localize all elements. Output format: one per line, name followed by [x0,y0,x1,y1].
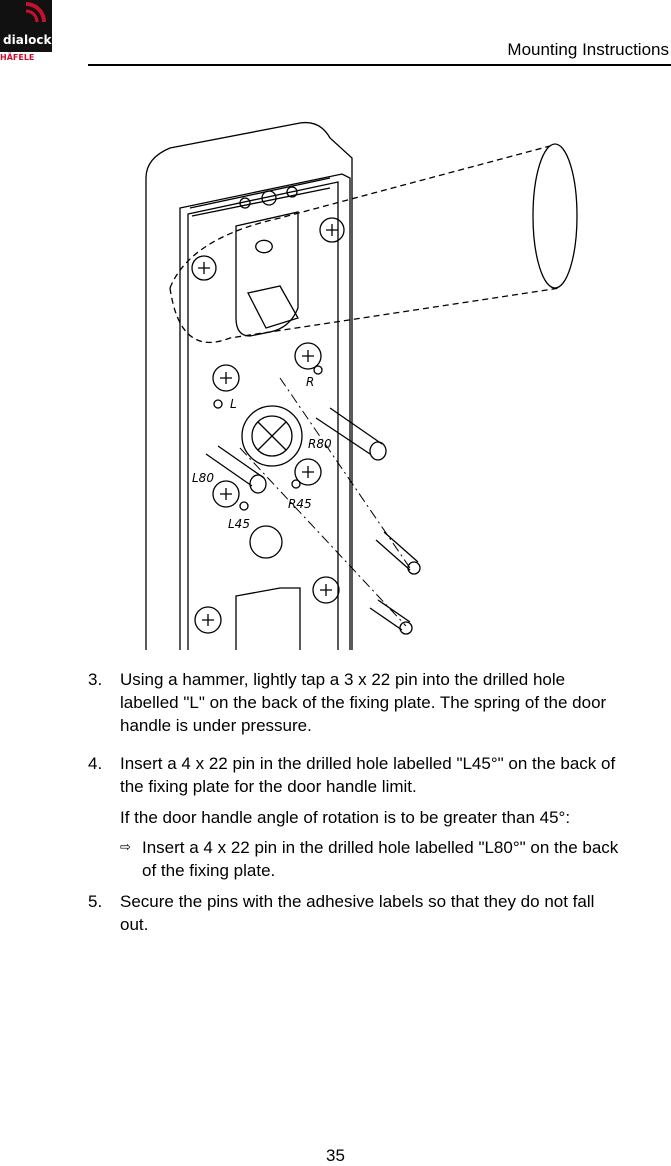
step-number: 5. [88,892,103,911]
step-body [120,890,594,936]
page-number: 35 [326,1146,345,1165]
step-line: Insert a 4 x 22 pin in the drilled hole labelled "L45°" on the back of [120,754,616,773]
outline-arrow-right-icon: ⇨ [120,840,131,855]
logo-text-lock: lock [24,33,52,47]
diallock-hafele-logo [0,0,60,62]
label-l: L [230,397,237,411]
label-r80: R80 [308,437,332,451]
step-line: Secure the pins with the adhesive labels so that they do not fall [120,892,595,911]
label-r45: R45 [288,497,312,511]
header-title: Mounting Instructions [507,40,669,59]
arrow-item-line: Insert a 4 x 22 pin in the drilled hole labelled "L80°" on the back [142,838,619,857]
header-rule [88,64,671,66]
logo-text-dia: dia [3,33,24,47]
step-body [120,668,606,737]
step-line: handle is under pressure. [120,716,312,735]
step-line: the fixing plate for the door handle limit. [120,777,417,796]
step-line: labelled "L" on the back of the fixing plate. The spring of the door [120,693,607,712]
step-number: 4. [88,754,103,773]
logo-text-brand: HÄFELE [0,53,35,62]
step-line: out. [120,915,149,934]
arrow-item-line: of the fixing plate. [142,861,276,880]
label-r: R [306,375,315,389]
step-number: 3. [88,670,103,689]
condition-text: If the door handle angle of rotation is to be greater than 45°: [120,808,571,827]
fixing-plate-drawing [80,118,671,650]
label-l45: L45 [228,517,250,531]
step-line: Using a hammer, lightly tap a 3 x 22 pin into the drilled hole [120,670,566,689]
step-body [120,752,615,798]
label-l80: L80 [192,471,214,485]
